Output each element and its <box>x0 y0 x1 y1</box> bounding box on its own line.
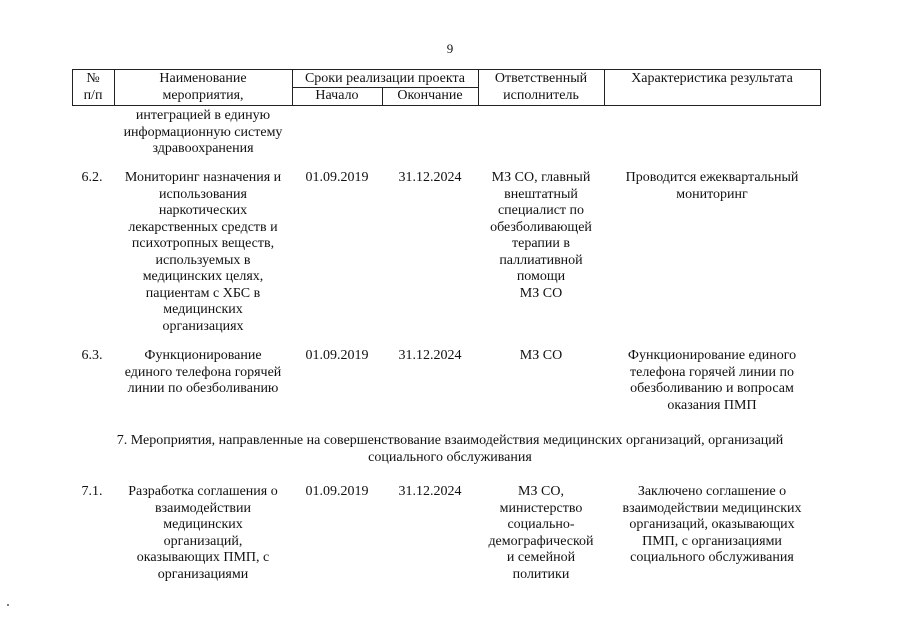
row-7-1-responsible-line: демографической <box>488 533 594 549</box>
row-6-2-name-line: медицинских <box>163 302 243 317</box>
row-7-1-result-line: ПМП, с организациями <box>642 533 782 549</box>
row-7-1-start-date: 01.09.2019 <box>305 484 369 499</box>
row-6-2-responsible-line: терапии в <box>512 236 570 251</box>
page-number: 9 <box>446 41 454 56</box>
row-7-1-name-line: организациями <box>157 566 249 582</box>
header-name-sub-label: мероприятия, <box>162 88 244 103</box>
row-6-2-start-date: 01.09.2019 <box>305 170 369 185</box>
row-6-2-name-line: лекарственных средств и <box>128 219 278 235</box>
row-6-2-responsible-line: паллиативной <box>499 252 583 268</box>
continuation-name-line: здравоохранения <box>152 141 254 156</box>
row-7-1-responsible-line: МЗ СО, <box>518 484 564 499</box>
row-7-1-responsible <box>478 484 604 583</box>
row-7-1-number: 7.1. <box>81 484 103 499</box>
header-bottom-border <box>72 105 820 106</box>
row-6-3-responsible-line: МЗ СО <box>519 348 563 363</box>
row-6-2-result-line: Проводится ежеквартальный <box>625 170 799 185</box>
row-6-2-responsible-line: МЗ СО <box>519 285 563 301</box>
row-6-3-result-line: обезболиванию и вопросам <box>630 381 794 396</box>
row-6-2-name-line: организациях <box>162 318 244 334</box>
row-6-3-name-line: Функционирование <box>144 348 262 363</box>
row-6-2-name-line: используемых в <box>155 252 251 268</box>
row-6-2-responsible-line: помощи <box>516 269 566 284</box>
header-num-label: № <box>86 71 100 86</box>
row-6-2-name-line: использования <box>159 186 247 202</box>
row-7-1-result-line: социального обслуживания <box>630 550 794 565</box>
row-6-3-responsible <box>478 348 604 365</box>
section-7-heading-line: социального обслуживания <box>368 449 532 465</box>
row-7-1-name-line: взаимодействии <box>154 500 252 516</box>
row-7-1-name-line: Разработка соглашения о <box>128 484 278 499</box>
row-6-2-responsible <box>478 170 604 302</box>
row-6-2-result-line: мониторинг <box>676 186 748 202</box>
row-6-2-name-line: пациентам с ХБС в <box>145 285 261 301</box>
row-6-2-number: 6.2. <box>81 170 103 185</box>
continuation-name-line: интеграцией в единую <box>135 108 271 123</box>
row-6-2-result <box>604 170 820 203</box>
row-7-1-result-line: взаимодействии медицинских <box>622 500 802 516</box>
row-7-1-name-line: организаций, <box>163 533 243 549</box>
row-6-3-end-date: 31.12.2024 <box>398 348 462 363</box>
header-result-label: Характеристика результата <box>631 71 793 86</box>
row-6-3-name-line: линии по обезболиванию <box>127 381 279 396</box>
row-7-1-responsible-line: министерство <box>499 500 583 516</box>
header-name-label: Наименование <box>159 71 247 86</box>
row-6-2-name-line: Мониторинг назначения и <box>124 170 282 185</box>
row-6-2-responsible-line: внештатный <box>504 186 578 202</box>
row-6-3-result-line: телефона горячей линии по <box>629 364 794 380</box>
row-6-2-name <box>114 170 292 335</box>
header-responsible-sub-label: исполнитель <box>503 88 579 103</box>
row-7-1-result-line: Заключено соглашение о <box>637 484 787 499</box>
header-top-border <box>72 69 820 70</box>
row-7-1-result-line: организаций, оказывающих <box>629 517 795 532</box>
row-6-3-number: 6.3. <box>81 348 103 363</box>
row-6-3-name <box>114 348 292 398</box>
row-7-1-responsible-line: и семейной <box>506 550 576 565</box>
header-num-sub-label: п/п <box>83 88 103 103</box>
header-responsible-label: Ответственный <box>494 71 588 86</box>
row-6-2-end-date: 31.12.2024 <box>398 170 462 185</box>
scan-speck <box>7 604 9 606</box>
row-6-2-responsible-line: специалист по <box>497 203 585 218</box>
row-6-2-name-line: наркотических <box>158 203 248 218</box>
row-6-3-start-date: 01.09.2019 <box>305 348 369 363</box>
row-6-3-result-line: Функционирование единого <box>627 348 797 363</box>
row-6-3-name-line: единого телефона горячей <box>124 364 282 380</box>
row-7-1-end-date: 31.12.2024 <box>398 484 462 499</box>
header-start-label: Начало <box>315 88 359 103</box>
row-7-1-responsible-line: социально- <box>507 517 575 532</box>
row-7-1-responsible-line: политики <box>512 566 570 582</box>
continuation-name-line: информационную систему <box>123 124 283 140</box>
header-period-label: Сроки реализации проекта <box>304 71 466 86</box>
row-6-3-result-line: оказания ПМП <box>667 397 757 413</box>
section-7-heading-line: 7. Мероприятия, направленные на совершенствование взаимодействия медицинских организаций, организаций <box>116 433 784 448</box>
row-7-1-name-line: медицинских <box>163 517 243 532</box>
row-7-1-result <box>604 484 820 567</box>
row-6-2-responsible-line: МЗ СО, главный <box>491 170 591 185</box>
row-7-1-name-line: оказывающих ПМП, с <box>136 550 270 565</box>
row-6-3-result <box>604 348 820 414</box>
row-6-2-responsible-line: обезболивающей <box>490 219 592 235</box>
header-end-label: Окончание <box>397 88 463 103</box>
row-6-2-name-line: медицинских целях, <box>142 269 264 284</box>
header-border-right <box>820 69 821 106</box>
continuation-name <box>114 108 292 158</box>
row-7-1-name <box>114 484 292 583</box>
section-7-heading <box>60 433 840 466</box>
row-6-2-name-line: психотропных веществ, <box>131 236 275 251</box>
